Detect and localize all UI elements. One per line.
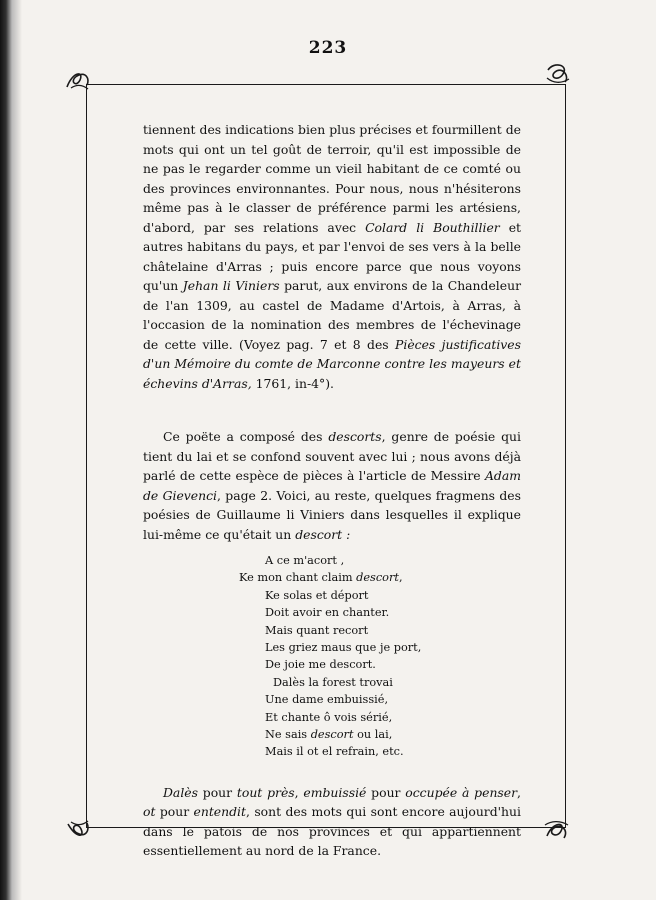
name-adam: Adam de Gievenci: [143, 468, 521, 503]
corner-flourish-icon: [64, 818, 92, 842]
poem-line: Les griez maus que je port,: [265, 641, 422, 655]
book-binding-edge: [0, 0, 22, 900]
name-jehan: Jehan li Viniers: [182, 278, 280, 293]
poem-line: A ce m'acort ,: [265, 554, 345, 567]
spacer: [143, 761, 521, 783]
poem-quote: [239, 552, 521, 761]
corner-flourish-icon: [64, 68, 92, 92]
poem-line: Ne sais descort ou lai,: [265, 728, 393, 742]
paragraph-1: tiennent des indications bien plus précises et fourmillent de mots qui ont un tel goût de terroir, qu'il est impossible de ne pas le regarder comme un vieil habitant de ce comté ou des provinces environnantes. Pour nous, nous n'hésiterons même pas à le classer de préférence parmi les artésiens, d'abord, par ses relations avec Colard li Bouthillier et autres habitans du pays, et par l'envoi de ses vers à la belle châtelaine d'Arras ; puis encore parce que nous voyons qu'un Jehan li Viniers parut, aux environs de la Chandeleur de l'an 1309, au castel de Madame d'Artois, à Arras, à l'occasion de la nomination des membres de l'échevinage de cette ville. (Voyez pag. 7 et 8 des Pièces justificatives d'un Mémoire du comte de Marconne contre les mayeurs et échevins d'Arras, 1761, in-4°).: [143, 122, 522, 391]
paragraph-2: Ce poëte a composé des descorts, genre de poésie qui tient du lai et se confond souvent avec lui ; nous avons déjà parlé de cette espèce de pièces à l'article de Messire Adam de Gievenci, page 2. Voici, au reste, quelques fragmens des poésies de Guillaume li Viniers dans lesquelles il explique lui-même ce qu'était un descort :: [143, 429, 521, 542]
paragraph-3: Dalès pour tout près, embuissié pour occupée à penser, ot pour entendit, sont des mots qui sont encore aujourd'hui dans le patois de nos provinces et qui appartiennent essentiellement au nord de la France.: [143, 784, 521, 859]
page-body: [143, 120, 521, 861]
corner-flourish-icon: [544, 62, 572, 86]
poem-line: Une dame embuissié,: [265, 693, 389, 707]
poem-line: Mais quant recort: [265, 623, 369, 637]
name-colard: Colard li Bouthillier: [365, 219, 500, 235]
page-number: 223: [308, 38, 348, 58]
poem-line: Ke solas et déport: [265, 588, 369, 602]
poem-line: Doit avoir en chanter.: [265, 606, 390, 620]
poem-line: Mais il ot el refrain, etc.: [265, 745, 404, 759]
poem-line: De joie me descort.: [265, 658, 376, 672]
poem-line: Dalès la forest trovai: [273, 675, 393, 689]
poem-line: Et chante ô vois sérié,: [265, 710, 393, 724]
poem-line: Ke mon chant claim descort,: [239, 571, 403, 585]
spacer: [143, 393, 521, 427]
reference-title: Pièces justificatives d'un Mémoire du comte de Marconne contre les mayeurs et échevins d'Arras,: [143, 336, 521, 391]
corner-flourish-icon: [542, 818, 570, 842]
